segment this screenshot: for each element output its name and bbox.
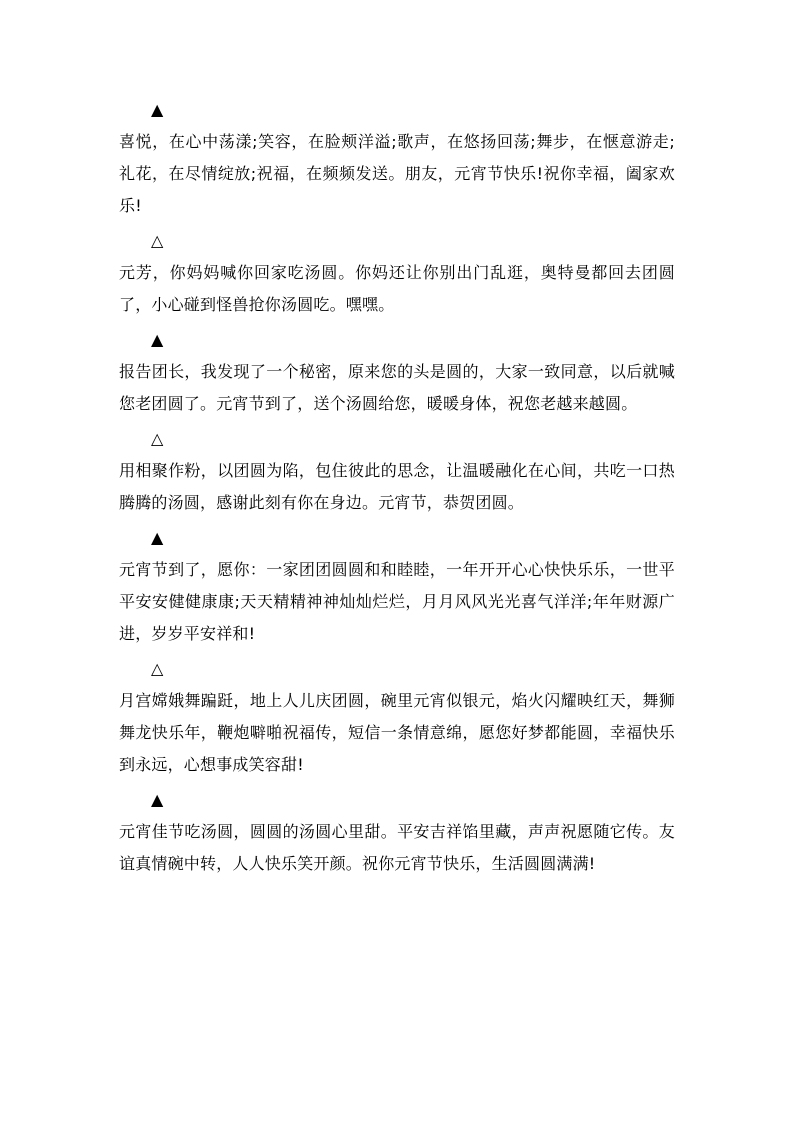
greeting-paragraph: 元宵节到了，愿你：一家团团圆圆和和睦睦，一年开开心心快快乐乐，一世平平安安健健康康;天天精精神神灿灿烂烂，月月风风光光喜气洋洋;年年财源广进，岁岁平安祥和! (119, 560, 675, 643)
filled-triangle-marker: ▲ (151, 100, 164, 119)
greeting-paragraph: 喜悦，在心中荡漾;笑容，在脸颊洋溢;歌声，在悠扬回荡;舞步，在惬意游走;礼花，在尽情绽放;祝福，在频频发送。朋友，元宵节快乐!祝你幸福，阖家欢乐! (119, 132, 675, 215)
document-body (119, 92, 675, 883)
greeting-entry-2 (119, 225, 675, 321)
greeting-paragraph: 用相聚作粉，以团圆为陷，包住彼此的思念，让温暖融化在心间，共吃一口热腾腾的汤圆，感谢此刻有你在身边。元宵节，恭贺团圆。 (119, 461, 675, 512)
greeting-paragraph: 元芳，你妈妈喊你回家吃汤圆。你妈还让你别出门乱逛，奥特曼都回去团圆了，小心碰到怪兽抢你汤圆吃。嘿嘿。 (119, 263, 675, 314)
greeting-paragraph: 月宫嫦娥舞蹁跹，地上人儿庆团圆，碗里元宵似银元，焰火闪耀映红天，舞狮舞龙快乐年，鞭炮噼啪祝福传，短信一条情意绵，愿您好梦都能圆，幸福快乐到永远，心想事成笑容甜! (119, 691, 675, 774)
greeting-paragraph: 元宵佳节吃汤圆，圆圆的汤圆心里甜。平安吉祥馅里藏，声声祝愿随它传。友谊真情碗中转，人人快乐笑开颜。祝你元宵节快乐，生活圆圆满满! (119, 822, 675, 873)
filled-triangle-marker: ▲ (151, 790, 164, 809)
greeting-entry-3 (119, 324, 675, 420)
hollow-triangle-marker: △ (151, 429, 164, 448)
greeting-paragraph: 报告团长，我发现了一个秘密，原来您的头是圆的，大家一致同意，以后就喊您老团圆了。元宵节到了，送个汤圆给您，暖暖身体，祝您老越来越圆。 (119, 362, 675, 413)
greeting-entry-5 (119, 522, 675, 650)
greeting-entry-4 (119, 423, 675, 519)
greeting-entry-7 (119, 784, 675, 880)
greeting-entry-6 (119, 653, 675, 781)
hollow-triangle-marker: △ (151, 231, 164, 250)
greeting-entry-1 (119, 94, 675, 222)
filled-triangle-marker: ▲ (151, 330, 164, 349)
hollow-triangle-marker: △ (151, 659, 164, 678)
filled-triangle-marker: ▲ (151, 528, 164, 547)
